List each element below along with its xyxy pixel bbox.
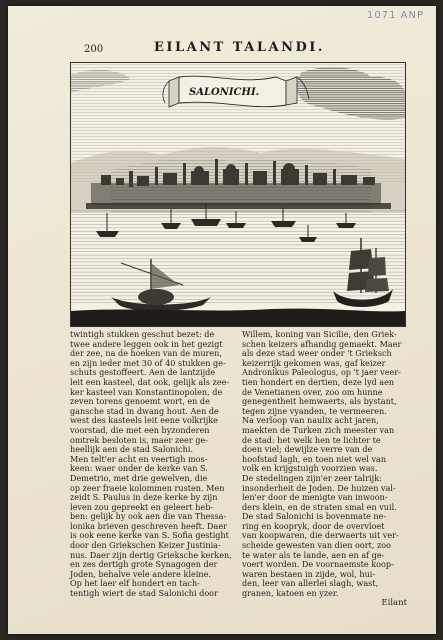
- banner-title: SALONICHI.: [189, 87, 260, 98]
- engraving-plate: [70, 62, 406, 327]
- left-column: [70, 329, 234, 599]
- left-column-text: twintigh stukken geschut bezet: de twee andere leggen ook in het gezigt der zee, na de hoeken van de muren, en zijn ieder met 30 of 40 stukken ge- schuts gestoffeert. Aen de lantzijde leit een kasteel, dat ook, gelijk als zee- ker kasteel van Konstantinopolen, de zeven torens genoemt wort, en de gansche stad in dwang hout. Aen de west des kasteels leit eene volkrijke voorstad, die met een byzonderen omtrek besloten is, maer zeer ge- heellijk aen de stad Salonichi. Men telt'er acht en veertigh mos- keen: waer onder de kerke van S. Demetrio, met drie gewelven, die op zeer fraeie kolommen rusten. Men zeidt S. Paulus in deze kerke by zijn leven zou gepreekt en geleert heb- ben: gelijk hy ook aen die van Thessa- lonika brieven geschreven heeft. Daer is ook eene kerke van S. Sofia gestight door den Griekschen Keizer Justinia- nus. Daer zijn dertig Grieksche kerken, en zes dertigh grote Synagogen der Joden, behalve vele andere kleine. Op het laer elf hondert en tach- tentigh wiert de stad Salonichi door: [70, 329, 232, 599]
- page-number: 200: [84, 44, 104, 55]
- pencil-annotation: 1071 ANP: [367, 10, 424, 21]
- right-column-text: Willem, koning van Sicilie, den Griek- schen keizers afhandig gemaekt. Maer als deze stad weer onder 't Grieksch keizerrijk gekomen was, gaf keizer Andronikus Paleologus, op 't jaer veer- tien hondert en dertien, deze lyd aen de Venetianen over, zoo om hunne genegentheit hemwaerts, als bystant, tegen zijne vyanden, te vermeeren. Na verloop van naulix acht jaren, maekten de Turken zich meester van de stad: het welk hen te lichter te doen viel; dewijlze verre van de hoofstad lagh, en toen niet wel van volk en krijgstuigh voorzien was. De stedelingen zijn'er zeer talrijk: insonderheit de Joden. De huizen val- len'er door de menigte van inwoon- ders klein, en de straten smal en vuil. De stad Salonichi is bovenmate ne- ring en koopryk, door de overvloet van koopwaren, die derwaerts uit ver- scheide gewesten van dien oort, zoo te water als te lande, aen en af ge- voert worden. De voornaemste koop- waren bestaen in zijde, wol, hui- den, leer van allerlei slagh, wast, granen, katoen en yzer.: [242, 329, 402, 599]
- catchword: Eilant: [381, 598, 407, 608]
- text-columns: [70, 329, 406, 599]
- title-banner: [163, 76, 309, 107]
- running-title: EILANT TALANDI.: [154, 40, 325, 55]
- city-wall: [86, 203, 391, 209]
- foreground-shore: [71, 309, 405, 326]
- right-column: [242, 329, 406, 599]
- salonichi-view-illustration: [71, 63, 405, 326]
